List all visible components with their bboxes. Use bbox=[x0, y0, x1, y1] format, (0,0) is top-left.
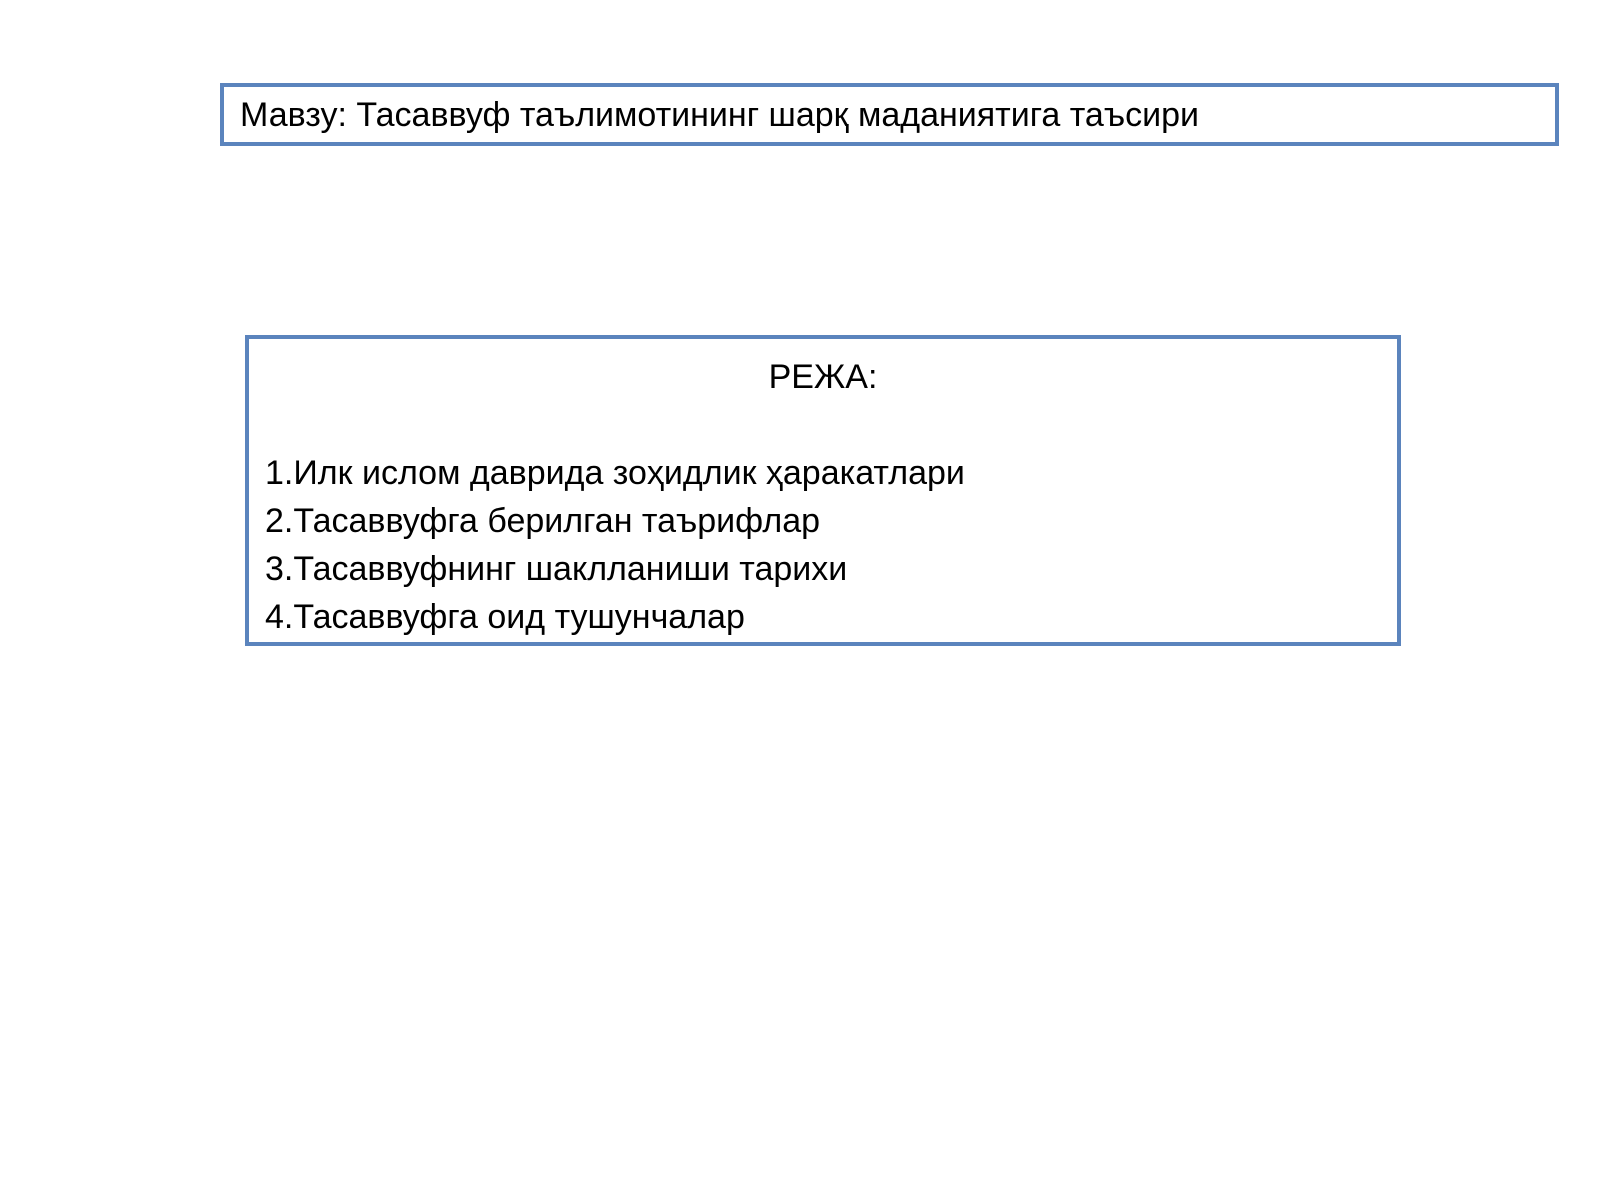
plan-item: 3.Тасаввуфнинг шаклланиши тарихи bbox=[265, 550, 848, 588]
topic-box bbox=[220, 83, 1559, 146]
plan-item: 2.Тасаввуфга берилган таърифлар bbox=[265, 502, 821, 540]
plan-item: 1.Илк ислом даврида зоҳидлик ҳаракатлари bbox=[265, 454, 965, 492]
plan-title: РЕЖА: bbox=[768, 358, 878, 396]
plan-list bbox=[265, 449, 1397, 641]
plan-spacer bbox=[265, 401, 1397, 449]
topic-text: Мавзу: Тасаввуф таълимотининг шарқ маданиятига таъсири bbox=[240, 95, 1199, 134]
plan-item: 4.Тасаввуфга оид тушунчалар bbox=[265, 598, 745, 636]
plan-box bbox=[245, 335, 1401, 646]
